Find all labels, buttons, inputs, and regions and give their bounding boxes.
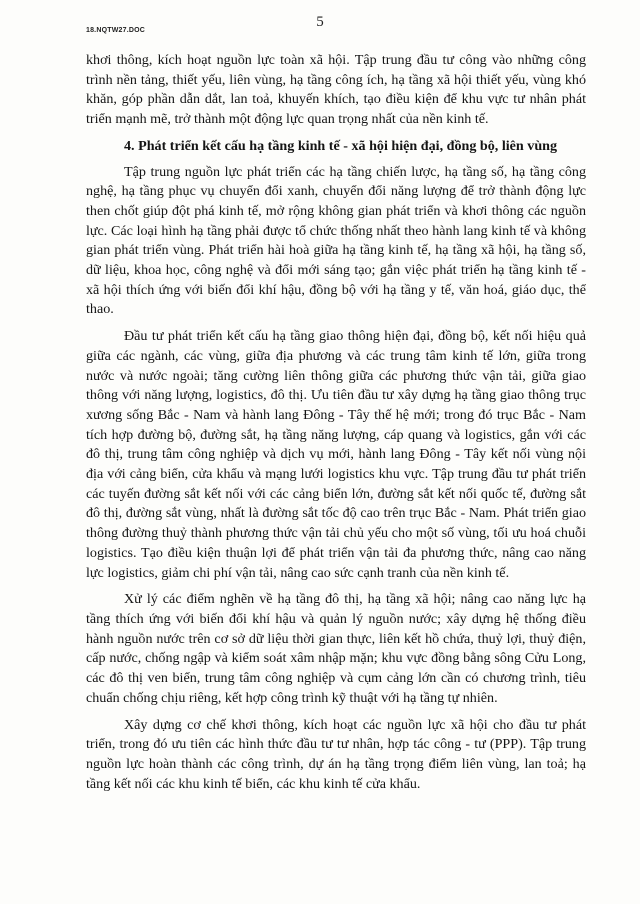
body-paragraph-1: Tập trung nguồn lực phát triển các hạ tầng chiến lược, hạ tầng số, hạ tầng công nghệ, hạ tầng phục vụ chuyển đổi xanh, chuyển đổi năng lượng để trở thành động lực then chốt giúp đột phá kinh tế, mở rộng không gian phát triển và khơi thông các nguồn lực. Các loại hình hạ tầng phải được tổ chức thống nhất theo hành lang kinh tế và không gian phát triển vùng. Phát triển hài hoà giữa hạ tầng kinh tế, hạ tầng xã hội, hạ tầng số, dữ liệu, khoa học, công nghệ và đổi mới sáng tạo; gắn việc phát triển hạ tầng kinh tế - xã hội thích ứng với biến đổi khí hậu, đồng bộ với hạ tầng y tế, văn hoá, giáo dục, thể thao.	[86, 163, 586, 318]
page-number: 5	[316, 14, 324, 30]
document-body	[86, 51, 586, 794]
body-paragraph-4: Xây dựng cơ chế khơi thông, kích hoạt các nguồn lực xã hội cho đầu tư phát triển, trong đó ưu tiên các hình thức đầu tư tư nhân, hợp tác công - tư (PPP). Tập trung nguồn lực hoàn thành các công trình, dự án hạ tầng trọng điểm liên vùng, lan toả; hạ tầng kết nối các khu kinh tế biển, các khu kinh tế cửa khẩu.	[86, 716, 586, 792]
section-heading: 4. Phát triển kết cấu hạ tầng kinh tế - xã hội hiện đại, đồng bộ, liên vùng	[124, 137, 558, 154]
body-paragraph-2: Đầu tư phát triển kết cấu hạ tầng giao thông hiện đại, đồng bộ, kết nối hiệu quả giữa các ngành, các vùng, giữa địa phương và các trung tâm kinh tế lớn, giữa trong nước và nước ngoài; tăng cường liên thông giữa các phương thức vận tải, giữa giao thông với năng lượng, logistics, đô thị. Ưu tiên đầu tư xây dựng hạ tầng giao thông trục xương sống Bắc - Nam và hành lang Đông - Tây thế hệ mới; trong đó trục Bắc - Nam tích hợp đường bộ, đường sắt, hạ tầng năng lượng, cáp quang và logistics, gắn với các đô thị, trung tâm công nghiệp và dịch vụ mới, hành lang Đông - Tây kết nối vùng nội địa với cảng biển, cửa khẩu và mạng lưới logistics khu vực. Tập trung đầu tư phát triển các tuyến đường sắt kết nối với các cảng biển lớn, đường sắt kết nối quốc tế, đường sắt đô thị, đường sắt vùng, nhất là đường sắt tốc độ cao trên trục Bắc - Nam. Phát triển giao thông đường thuỷ thành phương thức vận tải chủ yếu cho một số vùng, tối ưu hoá chuỗi logistics. Tạo điều kiện thuận lợi để phát triển vận tải đa phương thức, nâng cao năng lực logistics, giảm chi phí vận tải, nâng cao sức cạnh tranh của nền kinh tế.	[86, 328, 586, 581]
document-code: 18.NQTW27.DOC	[86, 27, 145, 34]
body-paragraph-3: Xử lý các điểm nghẽn về hạ tầng đô thị, hạ tầng xã hội; nâng cao năng lực hạ tầng thích ứng với biến đổi khí hậu và quản lý nguồn nước; xây dựng hệ thống điều hành nguồn nước trên cơ sở dữ liệu thời gian thực, liên kết hồ chứa, thuỷ lợi, thuỷ điện, cấp nước, chống ngập và kiểm soát xâm nhập mặn; khu vực đồng bằng sông Cửu Long, các đô thị ven biển, trung tâm công nghiệp và cụm cảng lớn cần có chương trình, tiêu chuẩn chống chịu riêng, kết hợp công trình kỹ thuật với hạ tầng tự nhiên.	[86, 591, 586, 706]
intro-continuation-paragraph: khơi thông, kích hoạt nguồn lực toàn xã hội. Tập trung đầu tư công vào những công trình nền tảng, thiết yếu, liên vùng, hạ tầng công ích, hạ tầng xã hội thiết yếu, vùng khó khăn, góp phần dẫn dắt, lan toả, khuyến khích, tạo điều kiện để khu vực tư nhân phát triển mạnh mẽ, trở thành một động lực quan trọng nhất của nền kinh tế.	[86, 52, 586, 128]
